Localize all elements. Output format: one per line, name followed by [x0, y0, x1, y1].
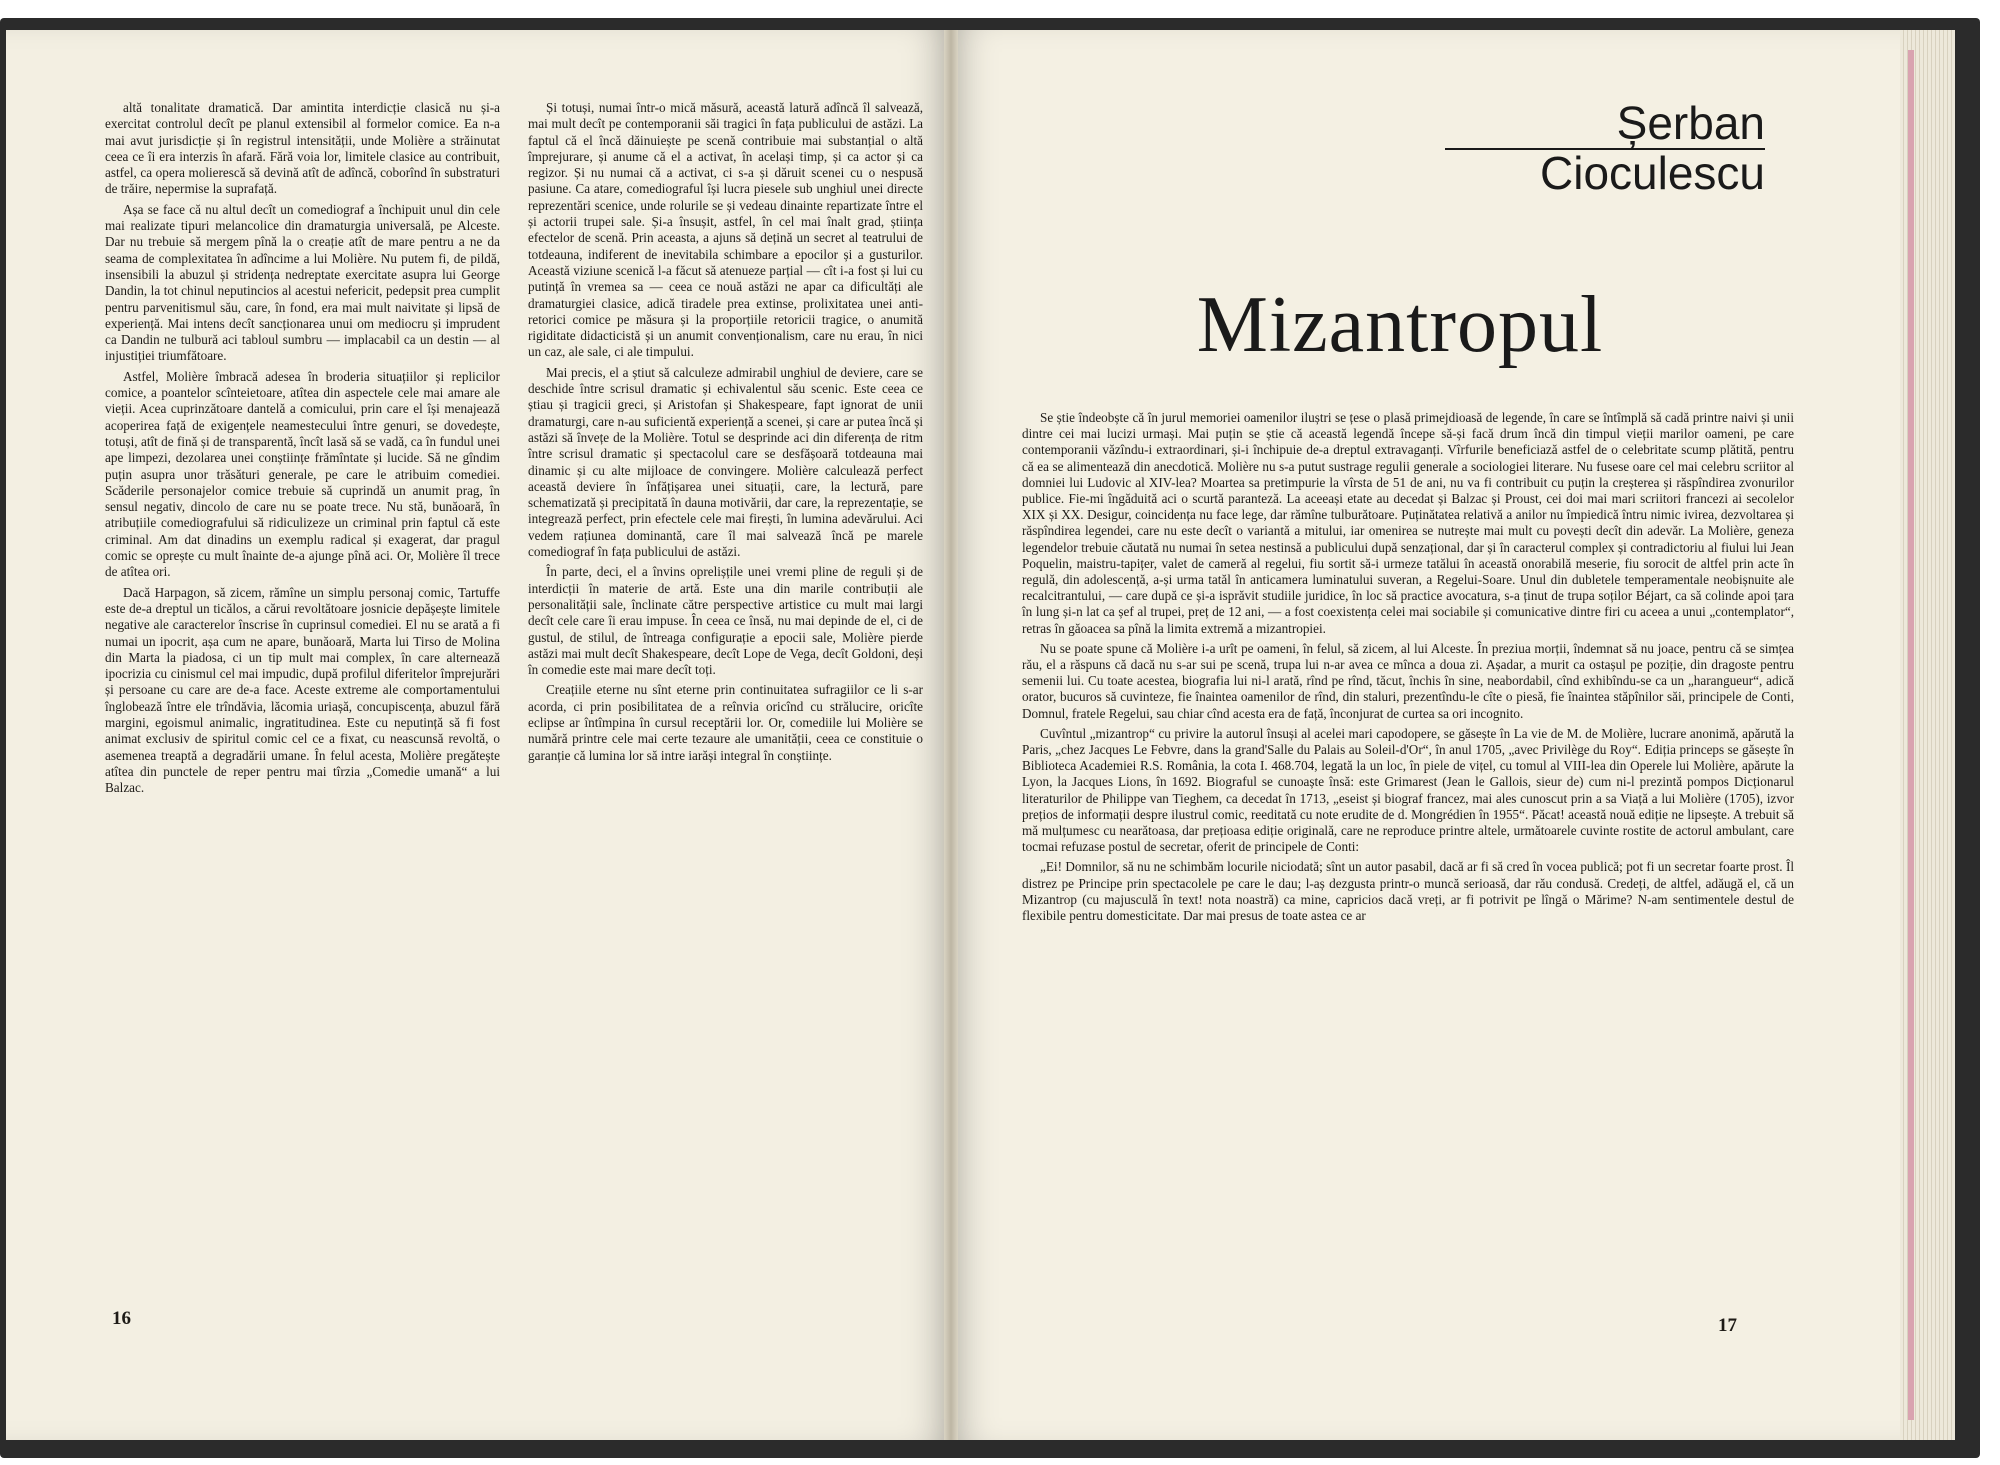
paragraph: altă tonalitate dramatică. Dar amintita interdicție clasică nu și-a exercitat controlul decît pe planul extensibil al formelor comice. Ea n-a mai avut jurisdicție și în registrul intensității, unde Molière a străinutat ceea ce îi era interzis în afară. Fără voia lor, limitele clasice au contribuit, astfel, ca opera molierescă să devină atît de adîncă, coborînd în substraturi de trăire, nepermise la suprafață. — [105, 100, 500, 197]
left-page-column-2 — [528, 100, 923, 764]
page-number-right: 17 — [1718, 1315, 1737, 1336]
author-last-name: Cioculescu — [1540, 147, 1765, 199]
book-gutter — [944, 30, 958, 1440]
author-first-name: Șerban — [1616, 97, 1765, 149]
page-number-left: 16 — [112, 1308, 131, 1329]
paragraph: În parte, deci, el a învins oprelișțile unei vremi pline de reguli și de interdicții în materie de artă. Este una din marile contribuții ale personalității sale, înclinate către perspective artistice cu mult mai largi decît cele care îi erau impuse. În ceea ce însă, nu mai depinde de el, ci de gustul, de stilul, de întreaga configurație a epocii sale, Molière pierde astăzi mai mult decît Shakespeare, decît Lope de Vega, decît Goldoni, deși în comedie este mai mare decît toți. — [528, 564, 923, 678]
article-title: Mizantropul — [1196, 281, 1604, 369]
paragraph: Așa se face că nu altul decît un comediograf a închipuit unul din cele mai realizate tipuri melancolice din dramaturgia universală, pe Alceste. Dar nu trebuie să mergem pînă la o creație atît de mare pentru a ne da seama de complexitatea în adîncime a lui Molière. Nu putem fi, de pildă, insensibili la abuzul și stridența nedreptate exercitate asupra lui George Dandin, la tot chinul neputincios al acestui nefericit, pedepsit prea cumplit pentru parvenitismul său, care, în fond, era mai mult naivitate și lipsă de experiență. Mai intens decît sancționarea unui om mediocru și imprudent ca Dandin ne tulbură aci tabloul sumbru — implacabil ca un destin — al injustiției triumfătoare. — [105, 201, 500, 364]
author-name — [1445, 97, 1765, 199]
paragraph: Se știe îndeobște că în jurul memoriei oamenilor iluștri se țese o plasă primejdioasă de legende, în care se întîmplă să cadă printre naivi și unii dintre cei mai lucizi urmași. Mai puțin se știe că această legendă începe să-și facă drum încă din timpul vieții marilor oameni, pe care contemporanii văzîndu-i extraordinari, și-i închipuie de-a dreptul extravaganți. Vîrfurile beneficiază astfel de o celebritate scump plătită, pentru că ea se alimentează din anecdotică. Molière nu s-a putut sustrage regulii generale a sociologiei literare. Nu fusese oare cel mai celebru scriitor al domniei lui Ludovic al XIV-lea? Moartea sa pretimpurie la vîrsta de 51 de ani, nu va fi contribuit cu puțin la creșterea și răspîndirea zvonurilor publice. Fie-mi îngăduită aci o scurtă paranteză. La aceeași etate au decedat și Balzac și Proust, cei doi mai mari scriitori francezi ai secolelor XIX și XX. Desigur, coincidența nu face lege, dar rămîne tulburătoare. Puținătatea relativă a anilor nu împiedică întru nimic ivirea, dezvoltarea și răspîndirea legendei, care nu este decît o variantă a mitului, iar omenirea se nutrește mai mult cu povești decît din adevăr. La Molière, geneza legendelor trebuie căutată nu numai în setea nestinsă a publicului după senzațional, dar și în caracterul complex și contradictoriu al fiului lui Jean Poquelin, maistru-tapițer, valet de cameră al regelui, fiu sortit să-i urmeze tatălui în această onorabilă meserie, fiu sorocit de altfel prin acte în regulă, din adolescență, a-și urma tatăl în anticamera luminatului suveran, a Regelui-Soare. Unul din dubletele temperamentale neobișnuite ale recalcitrantului, — care după ce și-a isprăvit studiile juridice, în loc să practice avocatura, s-a ținut de trupa soților Béjart, ca să colinde apoi țara în lung și-n lat ca șef al trupei, preț de 12 ani, — a fost coexistența celei mai sociabile și comunicative dintre firi cu aceea a unui „contemplator“, retras în găoacea sa pînă la limita extremă a mizantropiei. — [1022, 410, 1794, 636]
paragraph: Mai precis, el a știut să calculeze admirabil unghiul de deviere, care se deschide între scrisul dramatic și echivalentul său scenic. Este ceea ce știau și tragicii greci, și Aristofan și Shakespeare, fapt ignorat de unii dramaturgi, care n-au suficientă experiență a scenei, și care ar putea încă și astăzi să învețe de la Molière. Totul se desprinde aci din diferența de ritm între scrisul dramatic și spectacolul care se desfășoară totdeauna mai dinamic și cu alte mijloace de convingere. Molière calculează perfect această deviere în înfățișarea unei situații, care, la lectură, pare schematizată și precipitată în dauna motivării, dar care, la reprezentație, se integrează perfect, prin efectele cele mai firești, în lumina adevărului. Aci vedem rațiunea dominantă, care îl mai salvează încă pe marele comediograf în fața publicului de astăzi. — [528, 364, 923, 560]
right-page-column — [1022, 410, 1794, 924]
paragraph: Nu se poate spune că Molière i-a urît pe oameni, în felul, să zicem, al lui Alceste. În preziua morții, îndemnat să nu joace, pentru că se simțea rău, el a răspuns că dacă nu s-ar sui pe scenă, trupa lui n-ar avea ce mînca a doua zi. Așadar, a murit ca ostașul pe poziție, din dragoste pentru semenii lui. Cu toate acestea, biografia lui ni-l arată, rînd pe rînd, tăcut, închis în sine, neabordabil, cînd exhibîndu-se ca un „harangueur“, adică orator, bucuros să cuvinteze, fie înaintea oamenilor de rînd, din staluri, prezentîndu-le cîte o piesă, fie înaintea stăpînilor săi, principele de Conti, Domnul, fratele Regelui, sau chiar cînd acesta era de față, înconjurat de curtea sa ori incognito. — [1022, 640, 1794, 721]
paragraph: Astfel, Molière îmbracă adesea în broderia situațiilor și replicilor comice, a poantelor scînteietoare, atîtea din aspectele cele mai amare ale vieții. Acea cuprinzătoare dantelă a comicului, prin care el își menajează acoperirea față de exigențele neamestecului între genuri, se dovedește, totuși, atît de fină și de transparentă, încît lasă să se vadă, ca în fundul unei ape limpezi, dezolarea unei conștiințe frămîntate și lucide. Să ne gîndim puțin asupra unor trăsături generale, pe care le atribuim comediei. Scăderile personajelor comice trebuie să cuprindă un anumit prag, în sensul negativ, dincolo de care nu se poate trece. Nu stă, bunăoară, în atribuțiile comediografului să ridiculizeze un criminal prin faptul că este criminal. Am dat dinadins un exemplu radical și exagerat, dar pragul comic se oprește cu mult înainte de-a ajunge pînă aci. Or, Molière îl trece de atîtea ori. — [105, 368, 500, 580]
paragraph: „Ei! Domnilor, să nu ne schimbăm locurile niciodată; sînt un autor pasabil, dacă ar fi să cred în vocea publică; pot fi un secretar foarte prost. Îl distrez pe Principe prin spectacolele pe care le dau; l-aș dezgusta printr-o muncă serioasă, dar rău condusă. Credeți, de altfel, adăugă el, că un Mizantrop (cu majusculă în text! nota noastră) ca mine, capricios dacă vreți, ar fi potrivit pe lîngă o Mărime? N-am sentimentele destul de flexibile pentru domesticitate. Dar mai presus de toate astea ce ar — [1022, 859, 1794, 924]
paragraph: Cuvîntul „mizantrop“ cu privire la autorul însuși al acelei mari capodopere, se găsește în La vie de M. de Molière, lucrare anonimă, apărută la Paris, „chez Jacques Le Febvre, dans la grand'Salle du Palais au Soleil-d'Or“, în anul 1705, „avec Privilège du Roy“. Ediția princeps se găsește în Biblioteca Academiei R.S. România, la cota I. 468.704, legată la un loc, în piele de vițel, cu tomul al VIII-lea din Operele lui Molière, apărute la Lyon, la Jacques Lions, în 1692. Biograful se cunoaște însă: este Grimarest (Jean le Gallois, sieur de) cum ni-l prezintă pompos Dicționarul literaturilor de Philippe van Tieghem, ca decedat în 1713, „eseist și biograf francez, mai ales cunoscut prin a sa Viață a lui Molière (1705), izvor prețios de informații despre ilustrul comic, reeditată cu note erudite de d. Mongrédien în 1955“. Păcat! această nouă ediție ne lipsește. A trebuit să mă mulțumesc cu nearătoasa, dar prețioasa ediție originală, care ne reproduce printre altele, următoarele cuvinte rostite de actorul ambulant, care tocmai refuzase postul de secretar, oferit de principele de Conti: — [1022, 725, 1794, 855]
paragraph: Dacă Harpagon, să zicem, rămîne un simplu personaj comic, Tartuffe este de-a dreptul un ticălos, a cărui revoltătoare josnicie depășește limitele negative ale caracterelor înscrise în cuprinsul comediei. El nu se arată a fi numai un ipocrit, așa cum ne apare, bunăoară, Marta lui Tirso de Molina din Marta la piadosa, ci un tip mult mai complex, în care alternează ipocrizia cu cinismul cel mai impudic, după profilul diferitelor împrejurări și persoane cu care are de-a face. Aceste extreme ale comportamentului înglobează între ele trîndăvia, lăcomia uriașă, concupiscența, abuzul fără margini, egoismul animalic, ingratitudinea. Este cu neputință să fi fost animat exclusiv de spiritul comic cel ce a fixat, cu neascunsă revoltă, o asemenea treaptă a degradării umane. În felul acesta, Molière pregătește atîtea din punctele de reper pentru mai tîrzia „Comedie umană“ a lui Balzac. — [105, 584, 500, 796]
paragraph: Și totuși, numai într-o mică măsură, această latură adîncă îl salvează, mai mult decît pe contemporanii săi tragici în fața publicului de astăzi. La faptul că el încă dăinuiește pe scenă contribuie mai substanțial o altă împrejurare, și anume că el a activat, în același timp, și ca actor și ca regizor. Și nu numai că a activat, ci s-a și dăruit scenei cu o nespusă pasiune. Ca atare, comediograful își lucra piesele sub unghiul unei directe reprezentări scenice, unde rolurile se și vedeau dinainte repartizate între el și actorii trupei sale. Și-a însușit, astfel, în cel mai înalt grad, știința efectelor de scenă. Prin aceasta, a ajuns să dețină un secret al teatrului de totdeauna, indiferent de inevitabila schimbare a epocilor și a gusturilor. Această viziune scenică l-a făcut să atenueze parțial — cît i-a fost și lui cu putință în vremea sa — ceea ce nouă astăzi ne apar ca dificultăți ale dramaturgiei clasice, adică tiradele prea extinse, prolixitatea unei anti-retorici comice pe măsura și la proporțiile retoricii tragice, o anumită rigiditate didacticistă și un anumit convenționalism, care nu erau, în nici un caz, ale sale, ci ale timpului. — [528, 100, 923, 360]
page-edge-marker — [1908, 50, 1914, 1420]
left-page-column-1 — [105, 100, 500, 796]
paragraph: Creațiile eterne nu sînt eterne prin continuitatea sufragiilor ce li s-ar acorda, ci prin posibilitatea de a reînvia oricînd cu strălucire, oricîte eclipse ar întîmpina în cursul receptării lor. Or, comediile lui Molière se numără printre cele mai certe tezaure ale umanității, ceea ce constituie o garanție că lumina lor să intre iarăși integral în conștiințe. — [528, 682, 923, 763]
